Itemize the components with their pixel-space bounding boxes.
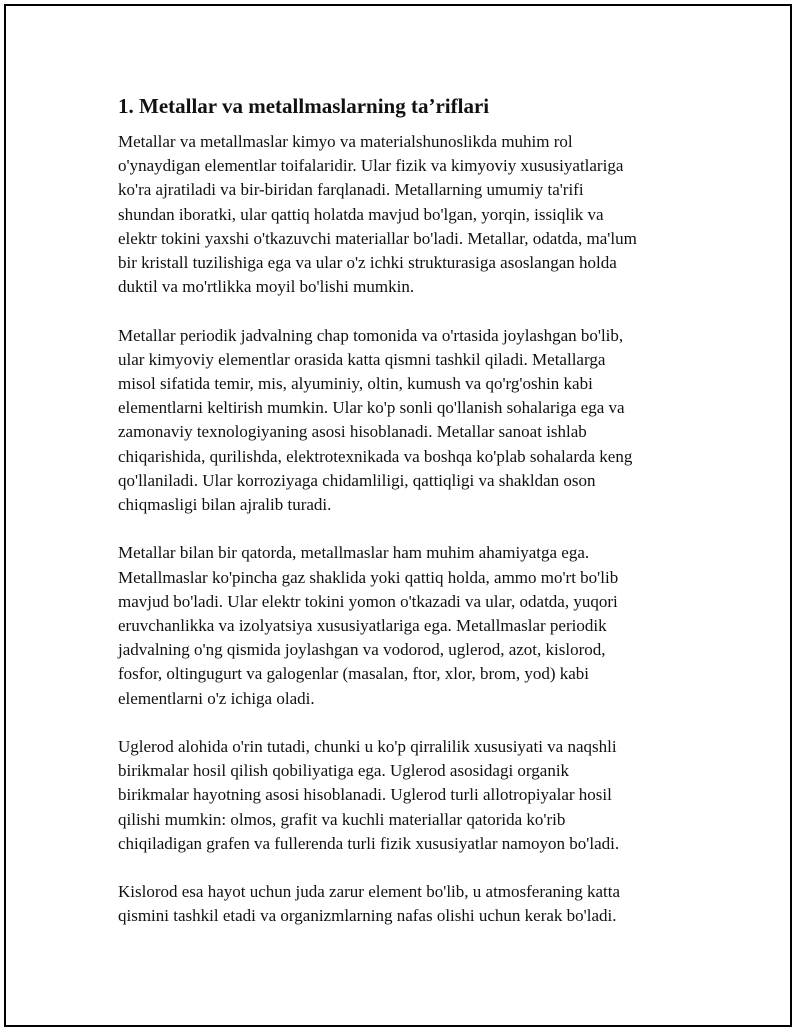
text-line: eruvchanlikka va izolyatsiya xususiyatlariga ega. Metallmaslar periodik [118,616,607,636]
text-line: chiqmasligi bilan ajralib turadi. [118,495,332,515]
paragraph-metals-definition [118,130,680,299]
text-line: qismini tashkil etadi va organizmlarning nafas olishi uchun kerak bo'ladi. [118,906,617,926]
text-line: ular kimyoviy elementlar orasida katta qismni tashkil qiladi. Metallarga [118,349,606,369]
text-line: fosfor, oltingugurt va galogenlar (masalan, ftor, xlor, brom, yod) kabi [118,664,590,684]
text-line: duktil va mo'rtlikka moyil bo'lishi mumkin. [118,277,415,297]
text-line: misol sifatida temir, mis, alyuminiy, oltin, kumush va qo'rg'oshin kabi [118,374,593,394]
document-body [118,92,680,953]
text-line: ko'ra ajratiladi va bir-biridan farqlanadi. Metallarning umumiy ta'rifi [118,180,584,200]
paragraph-metals-periodic-table [118,324,680,518]
text-line: zamonaviy texnologiyaning asosi hisoblanadi. Metallar sanoat ishlab [118,422,587,442]
text-line: qilishi mumkin: olmos, grafit va kuchli materiallar qatorida ko'rib [118,809,566,829]
text-line: chiqarishida, qurilishda, elektrotexnikada va boshqa ko'plab sohalarda keng [118,446,633,466]
text-line: elementlarni keltirish mumkin. Ular ko'p sonli qo'llanish sohalariga ega va [118,398,625,418]
text-line: Metallar bilan bir qatorda, metallmaslar ham muhim ahamiyatga ega. [118,543,590,563]
text-line: elektr tokini yaxshi o'tkazuvchi materiallar bo'ladi. Metallar, odatda, ma'lum [118,228,637,248]
text-line: Metallmaslar ko'pincha gaz shaklida yoki qattiq holda, ammo mo'rt bo'lib [118,567,619,587]
text-line: shundan iboratki, ular qattiq holatda mavjud bo'lgan, yorqin, issiqlik va [118,204,604,224]
text-line: Metallar periodik jadvalning chap tomonida va o'rtasida joylashgan bo'lib, [118,325,624,345]
text-line: birikmalar hosil qilish qobiliyatiga ega. Uglerod asosidagi organik [118,761,570,781]
text-line: Kislorod esa hayot uchun juda zarur element bo'lib, u atmosferaning katta [118,882,621,902]
text-line: qo'llaniladi. Ular korroziyaga chidamliligi, qattiqligi va shakldan oson [118,470,596,490]
text-line: Metallar va metallmaslar kimyo va materialshunoslikda muhim rol [118,132,573,151]
paragraph-oxygen [118,880,680,928]
paragraph-nonmetals [118,541,680,710]
text-line: mavjud bo'ladi. Ular elektr tokini yomon o'tkazadi va ular, odatda, yuqori [118,591,618,611]
text-line: jadvalning o'ng qismida joylashgan va vodorod, uglerod, azot, kislorod, [118,640,606,660]
text-line: birikmalar hayotning asosi hisoblanadi. Uglerod turli allotropiyalar hosil [118,785,612,805]
paragraph-carbon [118,735,680,856]
text-line: elementlarni o'z ichiga oladi. [118,688,315,708]
text-line: chiqiladigan grafen va fullerenda turli fizik xususiyatlar namoyon bo'ladi. [118,833,620,853]
text-line: Uglerod alohida o'rin tutadi, chunki u ko'p qirralilik xususiyati va naqshli [118,737,617,757]
text-line: bir kristall tuzilishiga ega va ular o'z ichki strukturasiga asoslangan holda [118,253,617,273]
text-line: o'ynaydigan elementlar toifalaridir. Ular fizik va kimyoviy xususiyatlariga [118,156,624,176]
section-heading: 1. Metallar va metallmaslarning ta’riflari [118,94,490,118]
